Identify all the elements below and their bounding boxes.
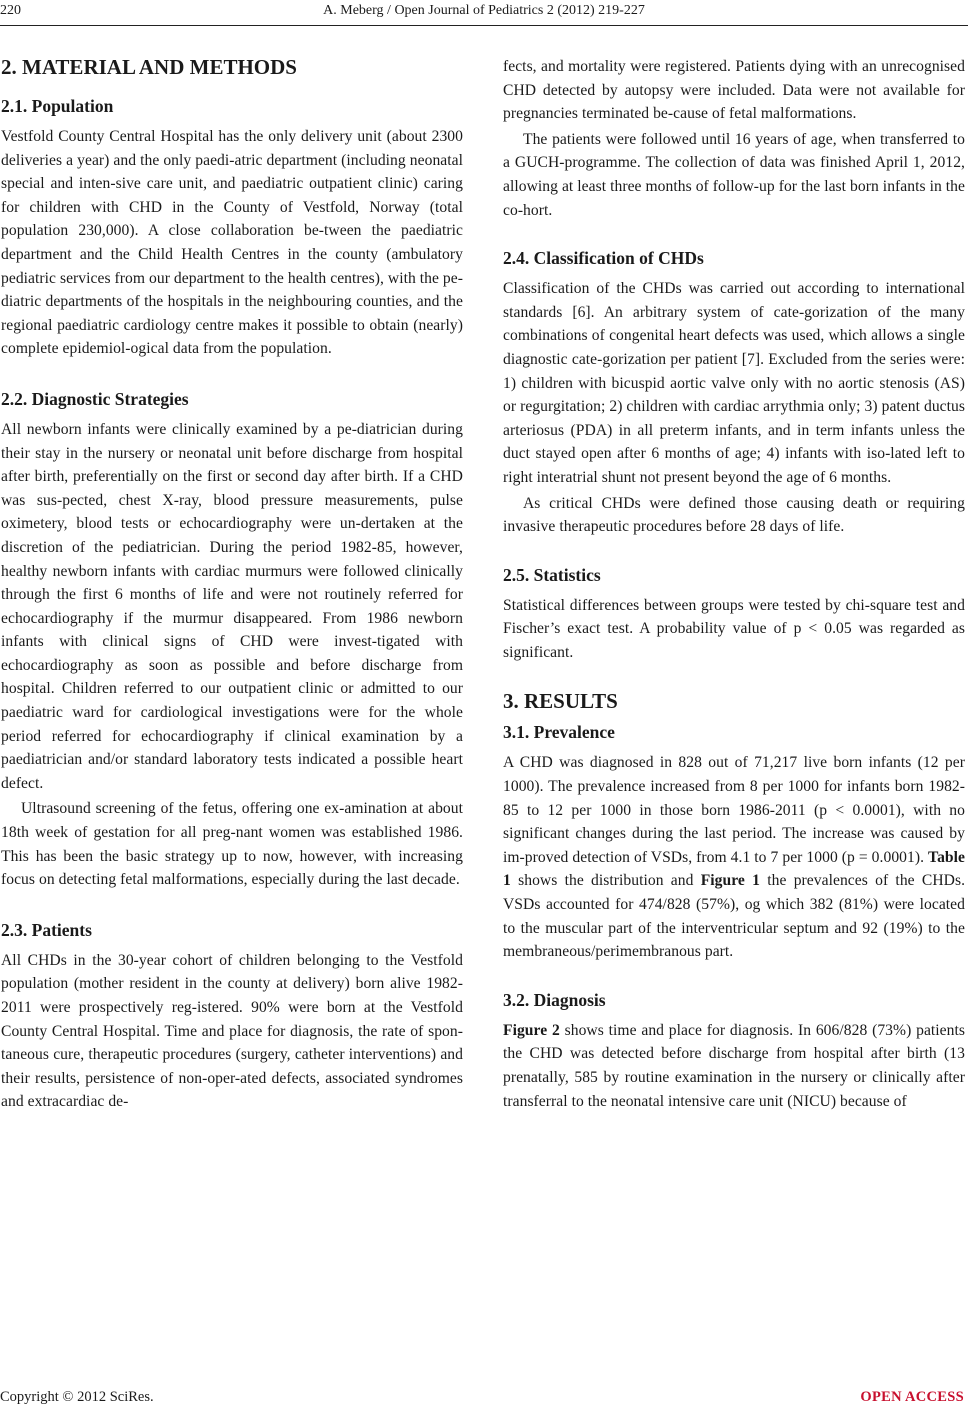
running-head: A. Meberg / Open Journal of Pediatrics 2 (2012) 219-227 bbox=[323, 3, 645, 18]
prevalence-text-b: shows the distribution and bbox=[510, 872, 701, 890]
paragraph-population: Vestfold County Central Hospital has the only delivery unit (about 2300 deliveries a year) and the only paedi-atric department (including neonatal special and inten-sive care unit, and paediatric outpatient clinic) caring for children with CHD in the County of Vestfold, Norway (total population 230,000). A close collaboration be-tween the paediatric department and the Child Health Centres in the county (ambulatory pediatric services from our department to the health centres), with the pe-diatric departments of the hospitals in the neighbouring counties, and the regional paediatric cardiology centre makes it possible to obtain (nearly) complete epidemiol-ogical data from the population. bbox=[1, 128, 463, 358]
heading-prevalence: 3.1. Prevalence bbox=[503, 722, 615, 743]
section-title-results: 3. RESULTS bbox=[503, 689, 618, 714]
diagnosis-text: shows time and place for diagnosis. In 606/828 (73%) patients the CHD was detected before discharge from hospital after birth (13 prenatally, 585 by routine examination in the nursery or clinically after transferral to the neonatal intensive care unit (NICU) because of bbox=[503, 1021, 966, 1110]
open-access-label: OPEN ACCESS bbox=[860, 1389, 964, 1405]
heading-classification: 2.4. Classification of CHDs bbox=[503, 248, 704, 269]
section-title-methods: 2. MATERIAL AND METHODS bbox=[1, 55, 297, 79]
prevalence-text-c: the prevalences of the CHDs. VSDs accounted for 474/828 (57%), og which 382 (81%) were located to the muscular part of the interventricular septum and 92 (19%) to the membraneous/perimembranous part. bbox=[503, 872, 966, 961]
paragraph-diagnosis bbox=[503, 1019, 965, 1113]
figure-1-reference: Figure 1 bbox=[700, 872, 761, 890]
right-column bbox=[503, 48, 965, 1113]
paragraph-patients: All CHDs in the 30-year cohort of children belonging to the Vestfold population (mother resident in the county at delivery) born alive 1982-2011 were prospectively reg-istered. 90% were born at the Vestfold County Central Hospital. Time and place for diagnosis, the rate of spon-taneous cure, therapeutic procedures (surgery, catheter interventions) and their results, persistence of non-oper-ated defects, associated syndromes and extracardiac de- bbox=[1, 951, 463, 1111]
heading-diagnosis: 3.2. Diagnosis bbox=[503, 989, 606, 1010]
paragraph-diagnostic-2: Ultrasound screening of the fetus, offering one ex-amination at about 18th week of gestation for all preg-nant women was established 1986. This has been the basic strategy up to now, however, with increasing focus on detecting fetal malformations, especially during the last decade. bbox=[1, 800, 463, 889]
heading-statistics: 2.5. Statistics bbox=[503, 564, 601, 585]
paragraph-patients-continued: fects, and mortality were registered. Patients dying with an unrecognised CHD detected by autopsy were included. Data were not available for pregnancies terminated be-cause of fetal malformations. bbox=[503, 58, 965, 123]
heading-patients: 2.3. Patients bbox=[1, 919, 92, 940]
paragraph-prevalence bbox=[503, 751, 965, 963]
page-number: 220 bbox=[0, 3, 21, 18]
prevalence-text-a: A CHD was diagnosed in 828 out of 71,217 live born infants (12 per 1000). The prevalence increased from 8 per 1000 for infants born 1982-85 to 12 per 1000 in those born 1986-2011 (p < 0.0001), with no significant changes during the last period. The increase was caused by im-proved detection of VSDs, from 4.1 to 7 per 1000 (p = 0.0001). bbox=[503, 754, 965, 866]
figure-2-reference: Figure 2 bbox=[503, 1021, 560, 1039]
header-rule bbox=[0, 25, 968, 26]
table-1-reference: Table 1 bbox=[503, 848, 965, 890]
left-column bbox=[1, 48, 463, 1114]
paragraph-classification-1: Classification of the CHDs was carried out according to international standards [6]. An arbitrary system of cate-gorization of the many combinations of congenital heart defects was used, which allows a single diagnostic cate-gorization per patient [7]. Excluded from the series were: 1) children with bicuspid aortic valve only with no aortic stenosis (AS) or regurgitation; 2) children with cardiac arrythmia only; 3) patent ductus arteriosus (PDA) in all preterm infants, and in term infants unless the duct stayed open after 6 months of age; 4) infants with iso-lated left to right interatrial shunt not present beyond the age of 6 months. bbox=[503, 280, 965, 486]
heading-diagnostic-strategies: 2.2. Diagnostic Strategies bbox=[1, 388, 189, 409]
heading-population: 2.1. Population bbox=[1, 96, 114, 116]
copyright-notice: Copyright © 2012 SciRes. bbox=[0, 1389, 154, 1405]
paragraph-classification-2: As critical CHDs were defined those causing death or requiring invasive therapeutic procedures before 28 days of life. bbox=[503, 494, 965, 536]
paragraph-diagnostic-1: All newborn infants were clinically examined by a pe-diatrician during their stay in the nursery or neonatal unit before discharge from hospital after birth, preferentially on the first or second day after birth. If a CHD was sus-pected, chest X-ray, blood pressure measurements, pulse oximetery, blood tests or echocardiography were un-dertaken at the discretion of the pediatrician. During the period 1982-85, however, healthy newborn infants with cardiac murmurs were followed clinically through the first 6 months of life and were not routinely referred for echocardiography if the murmur disappeared. From 1986 newborn infants with clinical signs of CHD were invest-tigated with echocardiography as soon as possible and before discharge from hospital. Children referred to our outpatient clinic or admitted to our paediatric ward for cardiological investigations were for the whole period referred for echocardiography if clinical examination by a paediatrician and/or standard laboratory tests indicated a possible heart defect. bbox=[1, 420, 463, 792]
paragraph-patients-2: The patients were followed until 16 years of age, when transferred to a GUCH-programme. The collection of data was finished April 1, 2012, allowing at least three months of follow-up for the last born infants in the co-hort. bbox=[503, 130, 965, 219]
paragraph-statistics: Statistical differences between groups were tested by chi-square test and Fischer’s exact test. A probability value of p < 0.05 was regarded as significant. bbox=[503, 596, 965, 661]
page-footer bbox=[0, 1387, 968, 1411]
page-header bbox=[0, 3, 968, 27]
